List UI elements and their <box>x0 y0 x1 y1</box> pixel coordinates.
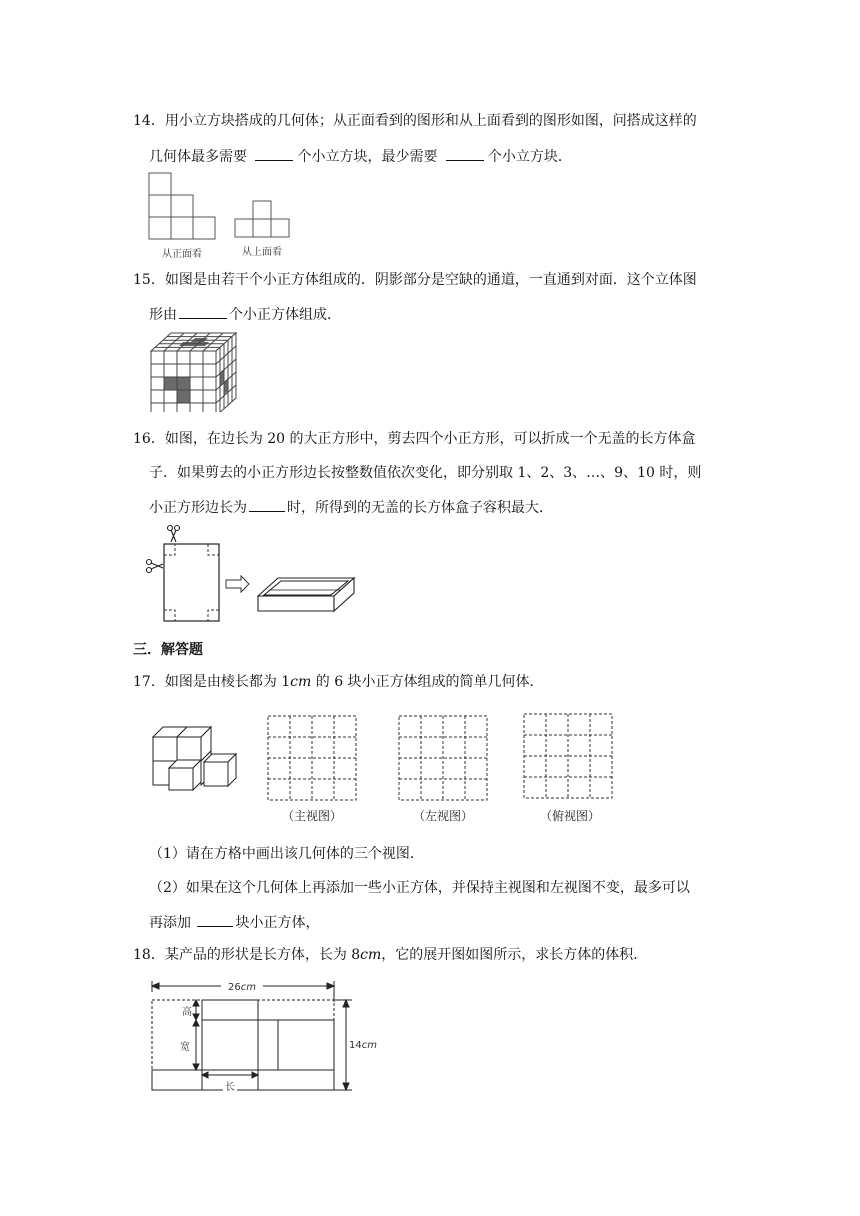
q14-caption-top: 从上面看 <box>242 247 282 258</box>
q18-label-14: 14cm <box>349 1040 377 1051</box>
q16-line1: 16．如图，在边长为 20 的大正方形中，剪去四个小正方形，可以折成一个无盖的长方体盒 <box>133 431 696 447</box>
q14-figure <box>140 168 310 263</box>
q18-net-figure <box>146 980 386 1098</box>
q17-text-b: 的 6 块小正方体组成的简单几何体． <box>311 674 544 690</box>
q17-text-c: 再添加 <box>149 915 196 931</box>
scissors-icon <box>168 526 180 543</box>
q15-text-a: 形由 <box>149 307 177 323</box>
q17-grid-top <box>520 710 620 830</box>
q15-text-b: 个小正方体组成． <box>229 307 341 323</box>
q16-text-a: 小正方形边长为 <box>149 500 247 516</box>
q17-text-a: 17．如图是由棱长都为 1 <box>133 674 291 690</box>
q16-figure <box>140 524 360 630</box>
q16-text-b: 时，所得到的无盖的长方体盒子容积最大． <box>287 500 553 516</box>
q17-grid-main <box>264 712 364 832</box>
q14-line2 <box>149 146 572 167</box>
q14-line1: 14．用小立方块搭成的几何体；从正面看到的图形和从上面看到的图形如图，问搭成这样的 <box>133 113 697 129</box>
q18-text-b: ，它的展开图如图所示，求长方体的体积． <box>381 947 648 963</box>
scissors-side-icon <box>147 560 164 573</box>
q15-line2 <box>149 304 341 325</box>
q14-blank-min <box>446 146 484 161</box>
q16-blank <box>249 497 285 512</box>
q18-label-gao: 高 <box>182 1007 192 1018</box>
q17-line1 <box>133 672 544 692</box>
q14-caption-front: 从正面看 <box>162 249 202 260</box>
q14-text-c: 个小立方块． <box>487 149 572 165</box>
q18-unit: cm <box>360 947 382 963</box>
q14-text-a: 几何体最多需要 <box>149 149 252 165</box>
q17-solid-figure <box>150 722 242 792</box>
arrow-right-icon <box>226 576 249 592</box>
section3-title: 三．解答题 <box>133 642 203 658</box>
q18-label-26: 26cm <box>228 982 256 993</box>
q17-caption-main: （主视图） <box>281 809 343 823</box>
q15-cube-figure <box>148 330 238 412</box>
q17-part1: （1）请在方格中画出该几何体的三个视图． <box>149 846 424 862</box>
q18-label-kuan: 宽 <box>180 1042 190 1053</box>
q17-blank <box>197 912 233 927</box>
q18-line1 <box>133 945 647 965</box>
q14-blank-max <box>255 146 293 161</box>
q18-label-chang: 长 <box>225 1082 235 1093</box>
q14-text-b: 个小立方块，最少需要 <box>297 149 442 165</box>
q15-blank <box>179 304 227 319</box>
q17-part2-line1: （2）如果在这个几何体上再添加一些小正方体，并保持主视图和左视图不变，最多可以 <box>149 880 690 896</box>
q16-line3 <box>149 497 553 518</box>
q17-unit: cm <box>290 674 312 690</box>
q17-part2-line2 <box>149 912 319 933</box>
q18-text-a: 18．某产品的形状是长方体，长为 8 <box>133 947 361 963</box>
q17-caption-top: （俯视图） <box>539 809 601 823</box>
q17-grid-left <box>395 712 495 832</box>
q15-line1: 15．如图是由若干个小正方体组成的．阴影部分是空缺的通道，一直通到对面．这个立体图 <box>133 272 697 288</box>
q16-line2: 子．如果剪去的小正方形边长按整数值依次变化，即分别取 1、2、3、…、9、10 时，则 <box>149 465 702 481</box>
q17-caption-left: （左视图） <box>412 809 474 823</box>
q17-text-d: 块小正方体， <box>235 915 320 931</box>
